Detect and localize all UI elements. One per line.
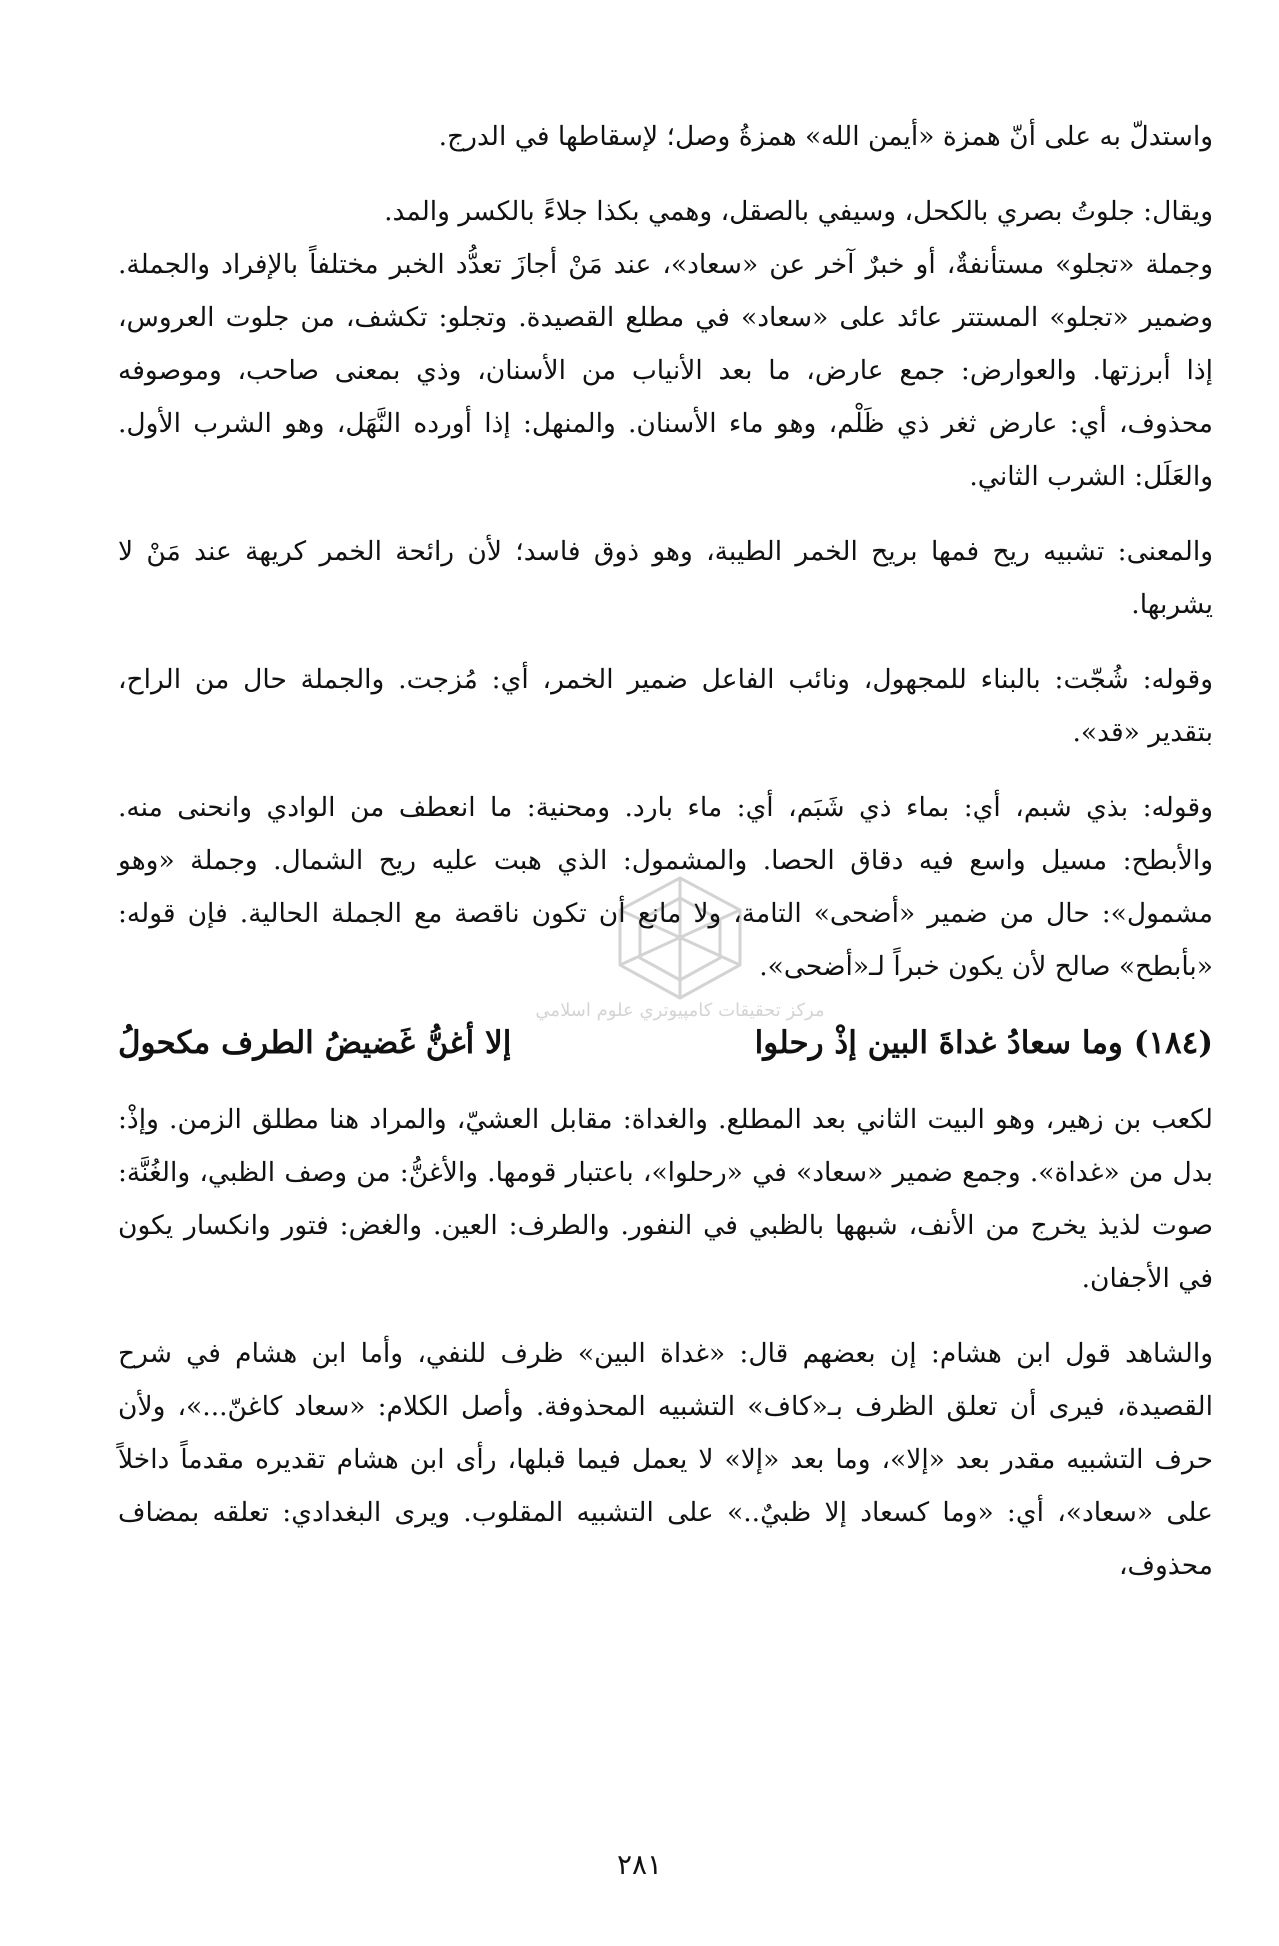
svg-text:مركز تحقيقات كامپيوتري علوم اس: مركز تحقيقات كامپيوتري علوم اسلامي: [535, 1000, 825, 1021]
verse-second-hemistich: إلا أغنُّ غَضيضُ الطرف مكحولُ: [118, 1025, 512, 1061]
paragraph-text: وقوله: بذي شبم، أي: بماء ذي شَبَم، أي: ماء بارد. ومحنية: ما انعطف من الوادي وانحنى منه. والأبطح: مسيل واسع فيه دقاق الحصا. والمشمول: الذي هبت عليه ريح الشمال. وجملة «وهو مشمول»: حال من ضمير «أضحى» التامة، ولا مانع أن تكون ناقصة مع الجملة الحالية. فإن قوله: «بأبطح» صالح لأن يكون خبراً لـ«أضحى».: [118, 792, 1213, 982]
paragraph-2: [118, 185, 1213, 503]
paragraph-text: لكعب بن زهير، وهو البيت الثاني بعد المطلع. والغداة: مقابل العشيّ، والمراد هنا مطلق الزمن. وإذْ: بدل من «غداة». وجمع ضمير «سعاد» في «رحلوا»، باعتبار قومها. والأغنُّ: من وصف الظبي، والغُنَّة: صوت لذيذ يخرج من الأنف، شبهها بالظبي في النفور. والطرف: العين. والغض: فتور وانكسار يكون في الأجفان.: [118, 1104, 1213, 1294]
paragraph-text: ويقال: جلوتُ بصري بالكحل، وسيفي بالصقل، وهمي بكذا جلاءً بالكسر والمد.: [384, 196, 1213, 227]
paragraph-text: وجملة «تجلو» مستأنفةٌ، أو خبرٌ آخر عن «سعاد»، عند مَنْ أجازَ تعدُّد الخبر مختلفاً بالإفراد والجملة. وضمير «تجلو» المستتر عائد على «سعاد» في مطلع القصيدة. وتجلو: تكشف، من جلوت العروس، إذا أبرزتها. والعوارض: جمع عارض، ما بعد الأنياب من الأسنان، وذي بمعنى صاحب، وموصوفه محذوف، أي: عارض ثغر ذي ظَلْم، وهو ماء الأسنان. والمنهل: إذا أورده النَّهَل، وهو الشرب الأول. والعَلَل: الشرب الثاني.: [118, 249, 1213, 492]
paragraph-text: والشاهد قول ابن هشام: إن بعضهم قال: «غداة البين» ظرف للنفي، وأما ابن هشام في شرح القصيدة، فيرى أن تعلق الظرف بـ«كاف» التشبيه المحذوفة. وأصل الكلام: «سعاد كاغنّ...»، ولأن حرف التشبيه مقدر بعد «إلا»، وما بعد «إلا» لا يعمل فيما قبلها، رأى ابن هشام تقديره مقدماً داخلاً على «سعاد»، أي: «وما كسعاد إلا ظبيٌ..» على التشبيه المقلوب. ويرى البغدادي: تعلقه بمضاف محذوف،: [118, 1338, 1213, 1581]
paragraph-3: [118, 525, 1213, 631]
paragraph-1: [118, 110, 1213, 163]
paragraph-text: وقوله: شُجّت: بالبناء للمجهول، ونائب الفاعل ضمير الخمر، أي: مُزجت. والجملة حال من الراح، بتقدير «قد».: [118, 664, 1213, 748]
poetry-verse: [118, 1015, 1213, 1071]
paragraph-7: [118, 1327, 1213, 1592]
paragraph-4: [118, 653, 1213, 759]
verse-first-hemistich: (١٨٤) وما سعادُ غداةَ البين إذْ رحلوا: [754, 1025, 1213, 1061]
paragraph-text: والمعنى: تشبيه ريح فمها بريح الخمر الطيبة، وهو ذوق فاسد؛ لأن رائحة الخمر كريهة عند مَنْ لا يشربها.: [118, 536, 1213, 620]
paragraph-text: واستدلّ به على أنّ همزة «أيمن الله» همزةُ وصل؛ لإسقاطها في الدرج.: [438, 121, 1213, 152]
paragraph-5: [118, 781, 1213, 993]
page-body: [118, 110, 1213, 1614]
verse-separator: [613, 1015, 653, 1071]
paragraph-6: [118, 1093, 1213, 1305]
page-number: ٢٨١: [616, 1848, 663, 1881]
